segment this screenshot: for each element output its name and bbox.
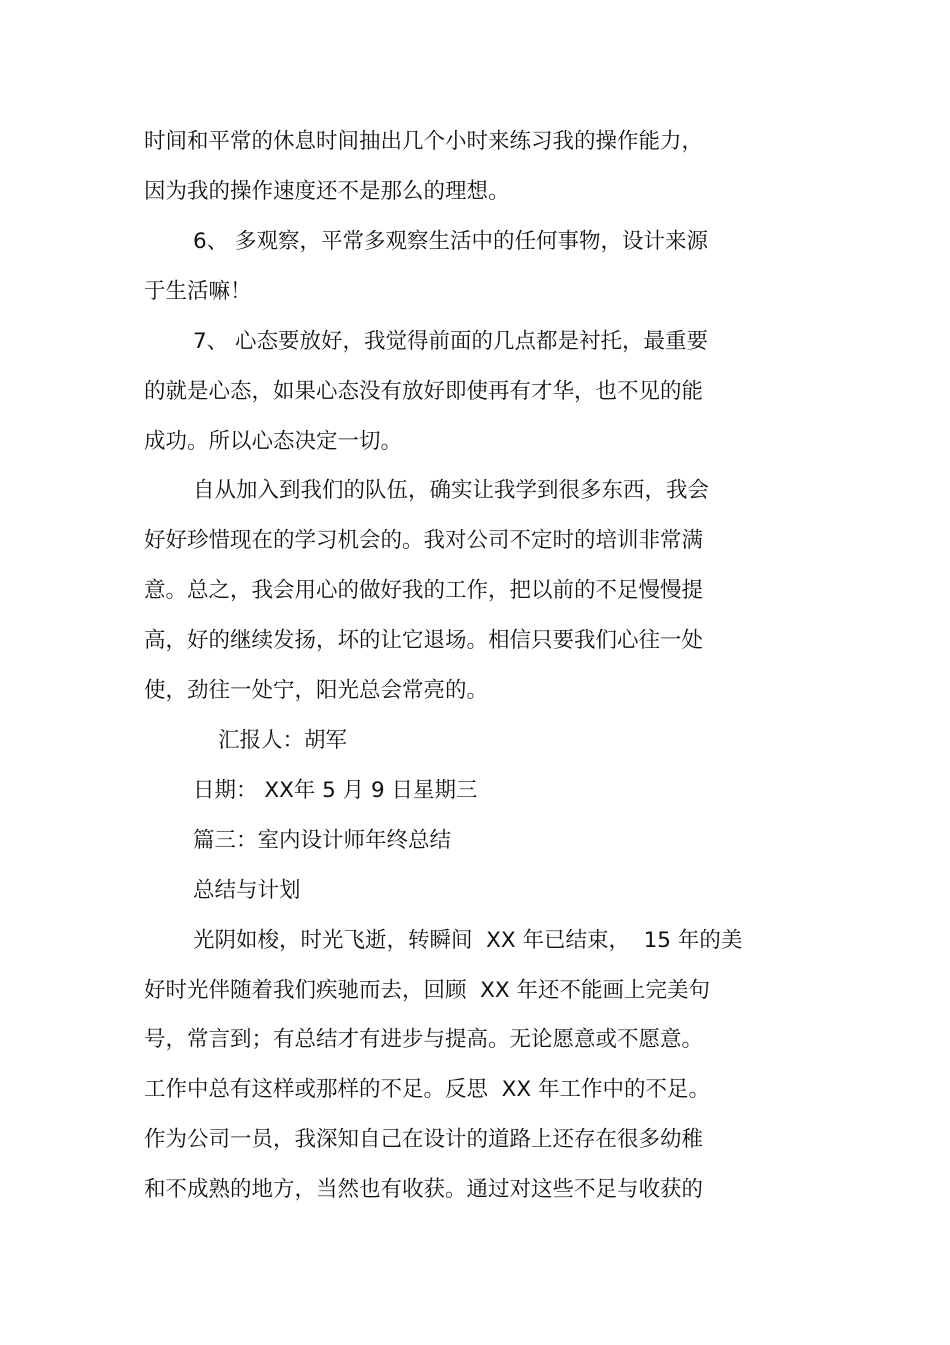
text-line: 好时光伴随着我们疾驰而去，回顾 XX 年还不能画上完美句	[144, 978, 710, 1003]
text-line: 工作中总有这样或那样的不足。反思 XX 年工作中的不足。	[144, 1077, 710, 1102]
text-line: 意。总之，我会用心的做好我的工作，把以前的不足慢慢提	[144, 578, 704, 603]
section-subheading: 总结与计划	[193, 878, 301, 903]
section-heading: 篇三：室内设计师年终总结	[193, 828, 452, 853]
reporter-line: 汇报人：胡军	[218, 728, 348, 753]
text-line: 和不成熟的地方，当然也有收获。通过对这些不足与收获的	[144, 1177, 704, 1202]
text-line: 光阴如梭，时光飞逝，转瞬间 XX 年已结束， 15 年的美	[193, 928, 743, 953]
text-line: 使，劲往一处宁，阳光总会常亮的。	[144, 678, 489, 703]
text-line: 号，常言到；有总结才有进步与提高。无论愿意或不愿意。	[144, 1027, 704, 1052]
text-line: 因为我的操作速度还不是那么的理想。	[144, 179, 510, 204]
text-line: 成功。所以心态决定一切。	[144, 429, 403, 454]
text-line: 7、 心态要放好，我觉得前面的几点都是衬托，最重要	[193, 329, 709, 354]
text-line: 6、 多观察，平常多观察生活中的任何事物，设计来源	[193, 229, 709, 254]
text-line: 作为公司一员，我深知自己在设计的道路上还存在很多幼稚	[144, 1127, 704, 1152]
text-line: 自从加入到我们的队伍，确实让我学到很多东西，我会	[193, 478, 710, 503]
date-line: 日期： XX年 5 月 9 日星期三	[193, 778, 478, 803]
text-line: 高，好的继续发扬，坏的让它退场。相信只要我们心往一处	[144, 628, 704, 653]
text-line: 于生活嘛！	[144, 279, 252, 304]
text-line: 好好珍惜现在的学习机会的。我对公司不定时的培训非常满	[144, 528, 704, 553]
text-line: 的就是心态，如果心态没有放好即使再有才华，也不见的能	[144, 379, 704, 404]
text-line: 时间和平常的休息时间抽出几个小时来练习我的操作能力，	[144, 129, 704, 154]
